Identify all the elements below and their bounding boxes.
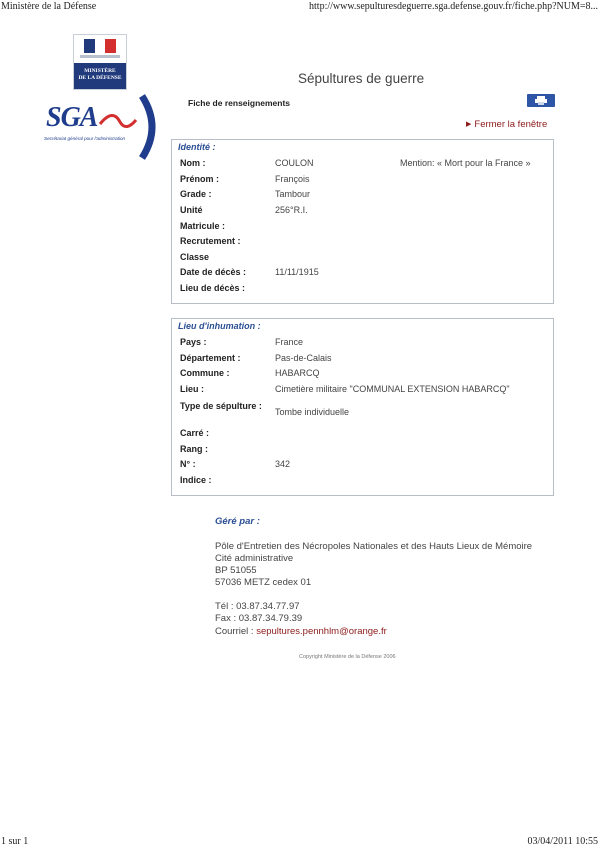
close-window-link[interactable] — [466, 119, 547, 130]
courriel-link[interactable]: sepultures.pennhlm@orange.fr — [256, 626, 387, 637]
label-classe: Classe — [180, 252, 210, 262]
label-carre: Carré : — [180, 428, 210, 438]
site-title: Sépultures de guerre — [298, 71, 425, 86]
fiche-title: Fiche de renseignements — [188, 98, 291, 108]
print-footer-datetime: 03/04/2011 10:55 — [527, 836, 598, 847]
print-header-title: Ministère de la Défense — [1, 1, 97, 12]
gere-line-1: Pôle d'Entretien des Nécropoles Nationales et des Hauts Lieux de Mémoire — [215, 541, 533, 552]
value-type-sepulture: Tombe individuelle — [275, 407, 350, 417]
sga-tagline: Secrétariat général pour l'administration — [44, 136, 126, 141]
gere-courriel — [215, 626, 387, 637]
label-rang: Rang : — [180, 444, 208, 454]
sga-text: SGA — [46, 102, 98, 133]
value-lieu: Cimetière militaire "COMMUNAL EXTENSION HABARCQ" — [275, 384, 510, 394]
ministry-logo — [73, 34, 127, 90]
value-unite: 256°R.I. — [275, 205, 308, 215]
print-footer-page: 1 sur 1 — [1, 836, 29, 847]
print-button[interactable] — [527, 94, 555, 107]
printer-icon — [535, 96, 547, 105]
gere-line-3: BP 51055 — [215, 565, 257, 576]
identite-title: Identité : — [178, 142, 216, 152]
gere-fax: Fax : 03.87.34.79.39 — [215, 613, 303, 624]
label-matricule: Matricule : — [180, 221, 226, 231]
value-commune: HABARCQ — [275, 368, 320, 378]
gere-line-2: Cité administrative — [215, 553, 294, 564]
sga-logo — [38, 94, 162, 160]
label-indice: Indice : — [180, 475, 212, 485]
label-date-deces: Date de décès : — [180, 267, 247, 277]
french-flag-icon — [84, 39, 116, 53]
value-nom: COULON — [275, 158, 314, 168]
gere-par-title: Géré par : — [215, 516, 260, 527]
identite-box — [171, 139, 554, 304]
gere-line-4: 57036 METZ cedex 01 — [215, 577, 312, 588]
label-departement: Département : — [180, 353, 241, 363]
value-prenom: François — [275, 174, 310, 184]
inhumation-title: Lieu d'inhumation : — [178, 321, 261, 331]
courriel-label: Courriel : — [215, 626, 254, 637]
value-departement: Pas-de-Calais — [275, 353, 332, 363]
label-lieu: Lieu : — [180, 384, 204, 394]
inhumation-box — [171, 318, 554, 496]
ministry-line-1: MINISTÈRE — [84, 68, 116, 74]
value-pays: France — [275, 337, 304, 347]
label-unite: Unité — [180, 205, 203, 215]
label-type-sepulture: Type de sépulture : — [180, 401, 262, 411]
value-date-deces: 11/11/1915 — [275, 267, 319, 277]
ministry-line-2: DE LA DÉFENSE — [78, 75, 122, 81]
value-numero: 342 — [275, 459, 291, 469]
copyright: Copyright Ministère de la Défense 2006 — [299, 654, 396, 660]
triangle-right-icon: ▶ — [466, 121, 472, 128]
mention-text: Mention: « Mort pour la France » — [400, 158, 531, 168]
label-lieu-deces: Lieu de décès : — [180, 283, 246, 293]
label-prenom: Prénom : — [180, 174, 220, 184]
label-grade: Grade : — [180, 189, 212, 199]
gere-tel: Tél : 03.87.34.77.97 — [215, 601, 300, 612]
label-pays: Pays : — [180, 337, 207, 347]
close-window-label: Fermer la fenêtre — [474, 119, 548, 130]
label-commune: Commune : — [180, 368, 230, 378]
print-header-url: http://www.sepulturesdeguerre.sga.defense.gouv.fr/fiche.php?NUM=8... — [309, 1, 598, 12]
label-recrutement: Recrutement : — [180, 236, 241, 246]
label-numero: N° : — [180, 459, 196, 469]
label-nom: Nom : — [180, 158, 206, 168]
value-grade: Tambour — [275, 189, 311, 199]
